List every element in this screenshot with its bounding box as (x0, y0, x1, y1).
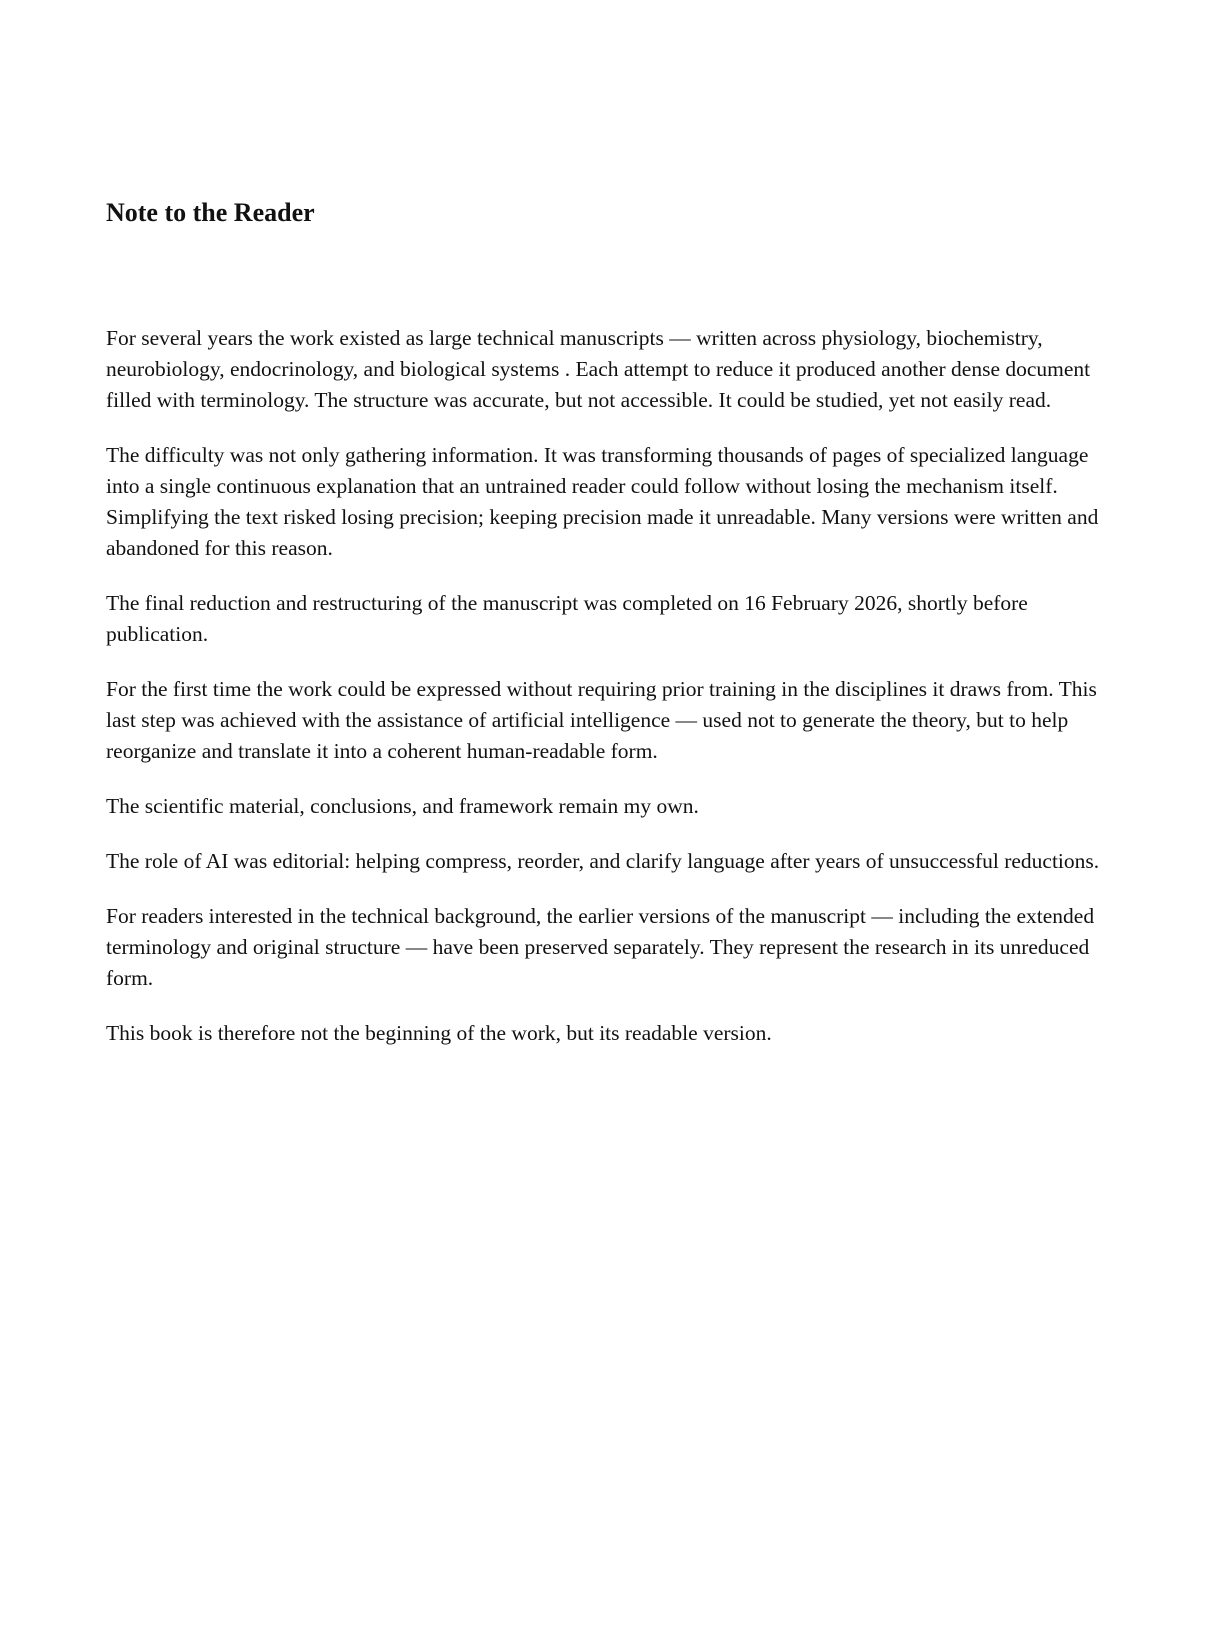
paragraph-1: For several years the work existed as large technical manuscripts — written across physiology, biochemistry, neurobiology, endocrinology, and biological systems . Each attempt to reduce it produced another dense document filled with terminology. The structure was accurate, but not accessible. It could be studied, yet not easily read. (106, 326, 1091, 412)
paragraph-2: The difficulty was not only gathering information. It was transforming thousands of pages of specialized language into a single continuous explanation that an untrained reader could follow without losing the mechanism itself. Simplifying the text risked losing precision; keeping precision made it unreadable. Many versions were written and abandoned for this reason. (106, 443, 1099, 560)
paragraph-3: The final reduction and restructuring of the manuscript was completed on 16 February 2026, shortly before publication. (106, 591, 1028, 646)
paragraph-7: For readers interested in the technical background, the earlier versions of the manuscript — including the extended terminology and original structure — have been preserved separately. They represent the research in its unreduced form. (106, 904, 1095, 990)
paragraph-6: The role of AI was editorial: helping compress, reorder, and clarify language after years of unsuccessful reductions. (106, 849, 1100, 873)
paragraph-4: For the first time the work could be expressed without requiring prior training in the disciplines it draws from. This last step was achieved with the assistance of artificial intelligence — used not to generate the theory, but to help reorganize and translate it into a coherent human-readable form. (106, 677, 1097, 763)
page-title: Note to the Reader (106, 198, 315, 227)
paragraph-5: The scientific material, conclusions, and framework remain my own. (106, 794, 699, 818)
paragraph-8: This book is therefore not the beginning of the work, but its readable version. (106, 1021, 772, 1045)
body-text (106, 323, 1106, 1073)
